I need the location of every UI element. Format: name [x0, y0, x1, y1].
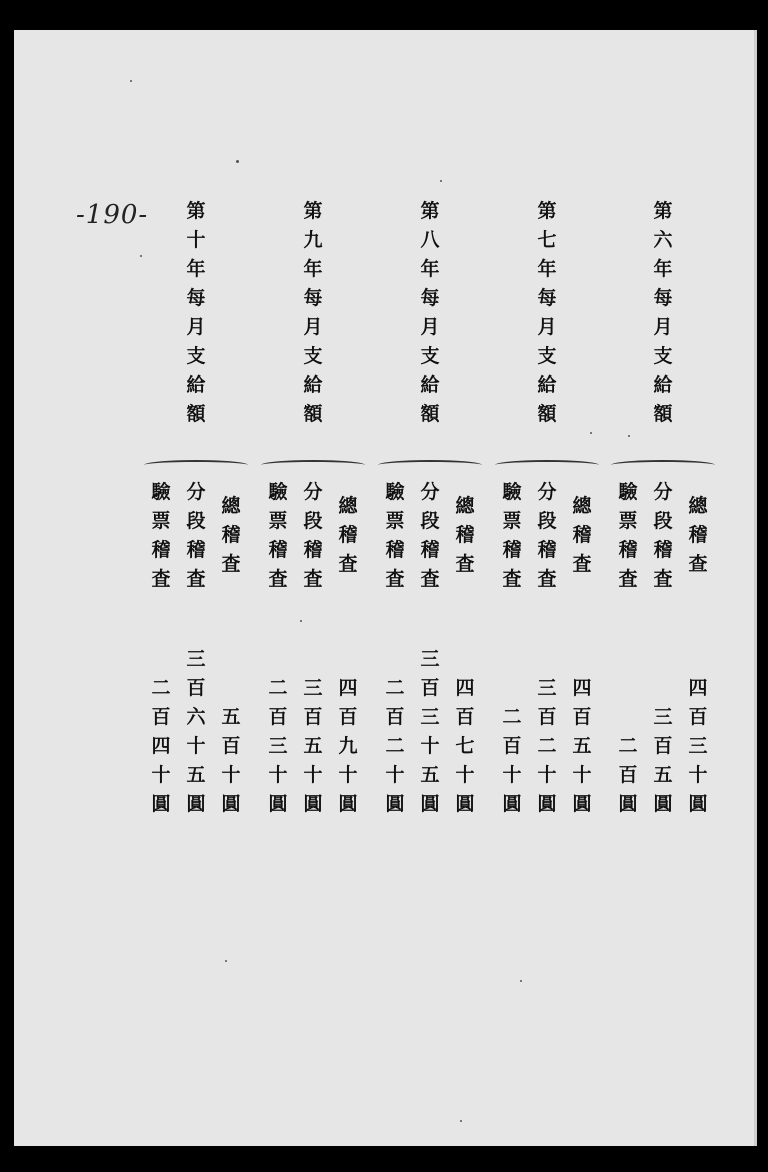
item-amount: 四 百 九 十 圓	[338, 677, 358, 815]
section-title: 第 九 年 每 月 支 給 額	[303, 200, 323, 425]
item-label: 驗 票 稽 査	[268, 481, 288, 590]
item-label: 驗 票 稽 査	[385, 481, 405, 590]
paper-speck	[300, 620, 302, 622]
item-amount: 二 百 十 圓	[502, 706, 522, 815]
paper-speck	[628, 435, 630, 437]
item-amount: 四 百 七 十 圓	[455, 677, 475, 815]
item-amount: 四 百 五 十 圓	[572, 677, 592, 815]
section-brace	[144, 460, 248, 470]
paper-speck	[130, 80, 132, 82]
paper-speck	[225, 960, 227, 962]
item-label: 總 稽 查	[688, 495, 708, 575]
item-amount: 三 百 五 圓	[653, 706, 673, 815]
item-amount: 三 百 五 十 圓	[303, 677, 323, 815]
item-amount: 三 百 三 十 五 圓	[420, 648, 440, 815]
item-label: 驗 票 稽 査	[502, 481, 522, 590]
item-amount: 五 百 十 圓	[221, 706, 241, 815]
item-label: 分 段 稽 査	[653, 481, 673, 590]
item-amount: 二 百 四 十 圓	[151, 677, 171, 815]
paper-speck	[590, 432, 592, 434]
section-brace	[495, 460, 599, 470]
section-title: 第 八 年 每 月 支 給 額	[420, 200, 440, 425]
item-label: 分 段 稽 査	[186, 481, 206, 590]
item-amount: 二 百 二 十 圓	[385, 677, 405, 815]
item-label: 總 稽 査	[221, 495, 241, 575]
item-label: 總 稽 査	[455, 495, 475, 575]
paper-speck	[460, 1120, 462, 1122]
section-brace	[261, 460, 365, 470]
section-title: 第 十 年 每 月 支 給 額	[186, 200, 206, 425]
item-label: 驗 票 稽 査	[618, 481, 638, 590]
item-label: 總 稽 査	[572, 495, 592, 575]
section-brace	[378, 460, 482, 470]
paper-speck	[520, 980, 522, 982]
item-label: 分 段 稽 査	[420, 481, 440, 590]
item-label: 分 段 稽 査	[303, 481, 323, 590]
section-brace	[611, 460, 715, 470]
section-title: 第 六 年 每 月 支 給 額	[653, 200, 673, 425]
item-amount: 三 百 二 十 圓	[537, 677, 557, 815]
item-amount: 三 百 六 十 五 圓	[186, 648, 206, 815]
section-title: 第 七 年 每 月 支 給 額	[537, 200, 557, 425]
paper-speck	[440, 180, 442, 182]
paper-speck	[140, 255, 142, 257]
paper-speck	[236, 160, 239, 163]
item-label: 驗 票 稽 査	[151, 481, 171, 590]
item-label: 分 段 稽 査	[537, 481, 557, 590]
page-number: -190-	[76, 200, 149, 230]
item-amount: 四 百 三 十 圓	[688, 677, 708, 815]
item-amount: 二 百 三 十 圓	[268, 677, 288, 815]
item-label: 總 稽 査	[338, 495, 358, 575]
item-amount: 二 百 圓	[618, 735, 638, 815]
